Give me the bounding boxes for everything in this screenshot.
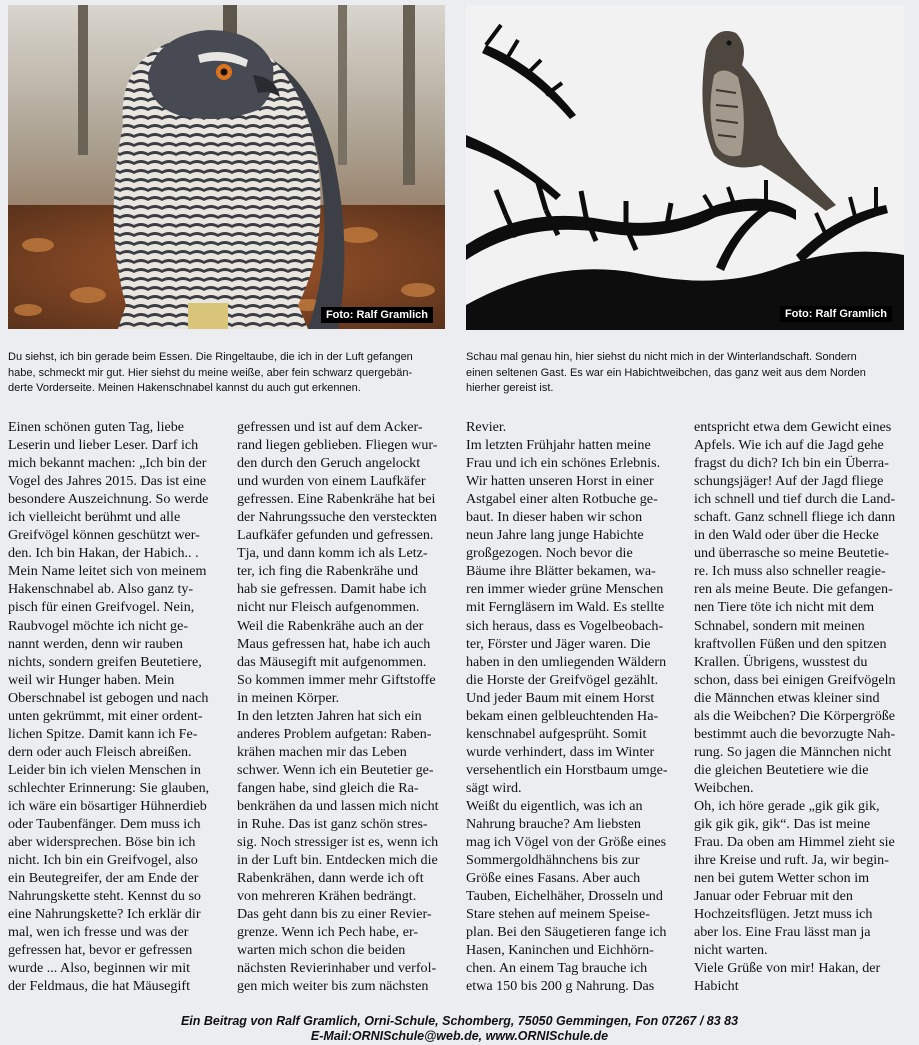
article-line: versehentlich ein Horstbaum umge- xyxy=(466,761,668,778)
article-line: nen bei gutem Wetter schon im xyxy=(694,870,870,887)
article-line: gik gik gik, gik“. Das ist meine xyxy=(694,816,871,833)
article-line: rand liegen geblieben. Fliegen wur- xyxy=(237,437,438,454)
article-line: Maus gefressen hat, habe ich auch xyxy=(237,635,431,652)
article-line: gefressen und ist auf dem Acker- xyxy=(237,419,423,435)
article-line: ter, Förster und Jäger waren. Die xyxy=(466,635,651,652)
article-line: in der Luft bin. Entdecken mich die xyxy=(237,852,438,869)
article-line: Januar oder Februar mit den xyxy=(694,888,853,905)
article-line: Weibchen. xyxy=(694,779,754,796)
article-line: nicht warten. xyxy=(694,942,768,959)
article-line: Frau. Da oben am Himmel zieht sie xyxy=(694,834,895,851)
article-line: Rabenkrähen, dann werde ich oft xyxy=(237,870,424,887)
article-line: sig. Noch stressiger ist es, wenn ich xyxy=(237,834,439,851)
article-line: Hochzeitsflügen. Jetzt muss ich xyxy=(694,906,873,923)
caption-line: Schau mal genau hin, hier siehst du nicht mich in der Winterlandschaft. Sondern xyxy=(466,351,857,363)
article-line: Im letzten Frühjahr hatten meine xyxy=(466,437,651,454)
article-line: weil wir Hunger haben. Mein xyxy=(8,671,175,688)
article-line: schwer. Wenn ich ein Beutetier ge- xyxy=(237,761,434,778)
article-line: Weißt du eigentlich, was ich an xyxy=(466,797,643,814)
article-line: mal, wen ich fresse und was der xyxy=(8,924,189,941)
article-line: nen Tiere töte ich nicht mit dem xyxy=(694,599,875,616)
article-line: benkrähen da und lassen mich nicht xyxy=(237,797,439,814)
article-line: Revier. xyxy=(466,419,507,435)
article-line: schon, dass bei einigen Greifvögeln xyxy=(694,671,896,688)
article-line: Größe eines Fasans. Aber auch xyxy=(466,870,641,887)
article-line: Oh, ich höre gerade „gik gik gik, xyxy=(694,797,880,814)
article-line: aber widersprechen. Böse bin ich xyxy=(8,834,196,851)
article-line: Vogel des Jahres 2015. Das ist eine xyxy=(8,473,207,490)
article-line: Habicht xyxy=(694,978,739,995)
article-line: lichen Spitze. Damit kann ich Fe- xyxy=(8,725,198,742)
article-line: So kommen immer mehr Giftstoffe xyxy=(237,671,436,688)
caption-right xyxy=(466,350,906,397)
article-line: bekam einen gelbleuchtenden Ha- xyxy=(466,707,659,724)
article-line: die Männchen etwas kleiner sind xyxy=(694,689,880,706)
article-line: Greifvögel können geschützt wer- xyxy=(8,527,200,544)
article-line: Viele Grüße von mir! Hakan, der xyxy=(694,960,881,977)
article-line: mit Ferngläsern im Wald. Es stellte xyxy=(466,599,665,616)
article-line: Nahrung brauche? Am liebsten xyxy=(466,816,641,833)
article-line: Schnabel, sondern mit meinen xyxy=(694,617,865,634)
article-column-3 xyxy=(466,418,688,996)
article-line: entspricht etwa dem Gewicht eines xyxy=(694,419,892,435)
article-line: in den Wald oder über die Hecke xyxy=(694,527,879,544)
article-line: kenschnabel aufgesprüht. Somit xyxy=(466,725,647,742)
article-line: Nahrungskette steht. Kennst du so xyxy=(8,888,201,905)
article-line: sich heraus, dass es Vogelbeobach- xyxy=(466,617,664,634)
article-line: das Mäusegift mit aufgenommen. xyxy=(237,653,427,670)
article-line: ich wäre ein bösartiger Hühnerdieb xyxy=(8,797,207,814)
article-line: ich vielleicht berühmt und alle xyxy=(8,509,181,526)
article-line: der Feldmaus, die hat Mäusegift xyxy=(8,978,191,995)
article-line: Wir hatten unseren Horst in einer xyxy=(466,473,654,490)
article-line: Apfels. Wie ich auf die Jagd gehe xyxy=(694,437,884,454)
article-line: etwa 150 bis 200 g Nahrung. Das xyxy=(466,978,655,995)
article-line: sägt wird. xyxy=(466,779,522,796)
article-line: Stare stehen auf meinem Speise- xyxy=(466,906,650,923)
article-line: haben in den umliegenden Wäldern xyxy=(466,653,667,670)
article-line: re. Ich muss also schneller reagie- xyxy=(694,563,886,580)
article-line: der Nahrungssuche den versteckten xyxy=(237,509,437,526)
article-line: wurde verhindert, dass im Winter xyxy=(466,743,655,760)
article-line: ich schnell und tief durch die Land- xyxy=(694,491,896,508)
article-line: die Horste der Greifvögel gezählt. xyxy=(466,671,659,688)
article-line: Und jeder Baum mit einem Horst xyxy=(466,689,655,706)
article-line: von mehreren Krähen bedrängt. xyxy=(237,888,417,905)
article-line: Sommergoldhähnchens bis zur xyxy=(466,852,640,869)
article-line: fangen habe, sind gleich die Ra- xyxy=(237,779,419,796)
article-line: Hasen, Kaninchen und Eichhörn- xyxy=(466,942,654,959)
article-line: mich bekannt machen: „Ich bin der xyxy=(8,455,207,472)
article-line: ren immer wieder grüne Menschen xyxy=(466,581,664,598)
article-line: bestimmt auch die bevorzugte Nah- xyxy=(694,725,896,742)
article-line: Das geht dann bis zu einer Revier- xyxy=(237,906,432,923)
article-line: nicht nur Fleisch aufgenommen. xyxy=(237,599,420,616)
article-line: nicht. Ich bin ein Greifvogel, also xyxy=(8,852,198,869)
caption-line: derte Vorderseite. Meinen Hakenschnabel kannst du auch gut erkennen. xyxy=(8,382,361,394)
article-line: gen mich weiter bis zum nächsten xyxy=(237,978,429,995)
footer-author-line: Ein Beitrag von Ralf Gramlich, Orni-Schule, Schomberg, 75050 Gemmingen, Fon 07267 / 83 83 xyxy=(180,1014,739,1028)
caption-line: einen seltenen Gast. Es war ein Habichtweibchen, das ganz weit aus dem Norden xyxy=(466,366,866,379)
article-line: Bäume ihre Blätter bekamen, wa- xyxy=(466,563,656,580)
article-line: als die Weibchen? Die Körpergröße xyxy=(694,707,896,724)
article-line: Mein Name leitet sich von meinem xyxy=(8,563,207,580)
photo-credit-right: Foto: Ralf Gramlich xyxy=(780,306,892,322)
caption-line: Du siehst, ich bin gerade beim Essen. Die Ringeltaube, die ich in der Luft gefangen xyxy=(8,351,413,363)
article-line: schlechter Erinnerung: Sie glauben, xyxy=(8,779,210,796)
article-line: Leider bin ich vielen Menschen in xyxy=(8,761,201,778)
article-line: wurde ... Also, beginnen wir mit xyxy=(8,960,191,977)
photo-goshawk-winter xyxy=(466,5,904,330)
article-line: Raubvogel möchte ich nicht ge- xyxy=(8,617,189,634)
article-line: schaft. Ganz schnell fliege ich dann xyxy=(694,509,896,526)
photo-credit-left: Foto: Ralf Gramlich xyxy=(321,307,433,323)
article-column-2 xyxy=(237,418,459,996)
article-line: und wurden von einem Laufkäfer xyxy=(237,473,426,490)
article-line: Tauben, Eichelhäher, Drosseln und xyxy=(466,888,663,905)
article-line: mag ich Vögel von der Größe eines xyxy=(466,834,667,851)
footer-contact-line: E-Mail:ORNISchule@web.de, www.ORNISchule.de xyxy=(310,1029,609,1043)
article-line: plan. Bei den Säugetieren fange ich xyxy=(466,924,667,941)
article-line: chen. An einem Tag brauche ich xyxy=(466,960,648,977)
photo-goshawk-eating xyxy=(8,5,445,329)
article-line: und überrasche so meine Beutetie- xyxy=(694,545,889,562)
article-line: Krallen. Übrigens, wusstest du xyxy=(694,653,868,670)
article-line: die gleichen Beutetiere wie die xyxy=(694,761,869,778)
article-line: schungsjäger! Auf der Jagd fliege xyxy=(694,473,884,490)
winter-photo-image xyxy=(466,5,904,330)
article-line: den durch den Geruch angelockt xyxy=(237,455,421,472)
article-line: nichts, sondern greifen Beutetiere, xyxy=(8,653,202,670)
article-line: ein Beutegreifer, der am Ende der xyxy=(8,870,199,887)
article-line: in Ruhe. Das ist ganz schön stres- xyxy=(237,816,428,833)
article-line: Astgabel einer alten Rotbuche ge- xyxy=(466,491,658,508)
caption-line: hierher gereist ist. xyxy=(466,382,554,394)
article-line: in meinen Körper. xyxy=(237,689,340,706)
article-line: kraftvollen Füßen und den spitzen xyxy=(694,635,887,652)
article-line: ihre Kreise und ruft. Ja, wir begin- xyxy=(694,852,889,869)
article-line: dern oder auch Fleisch abreißen. xyxy=(8,743,192,760)
article-line: Oberschnabel ist gebogen und nach xyxy=(8,689,209,706)
article-line: anderes Problem aufgetan: Raben- xyxy=(237,725,432,742)
article-line: ren als meine Beute. Die gefangen- xyxy=(694,581,893,598)
article-line: großgezogen. Noch bevor die xyxy=(466,545,633,562)
article-line: fragst du dich? Ich bin ein Überra- xyxy=(694,455,889,472)
article-line: Tja, und dann komm ich als Letz- xyxy=(237,545,428,562)
caption-line: habe, schmeckt mir gut. Hier siehst du meine weiße, aber fein schwarz quergebän- xyxy=(8,366,413,379)
article-line: gefressen hat, bevor er gefressen xyxy=(8,942,193,959)
article-line: Leserin und lieber Leser. Darf ich xyxy=(8,437,199,454)
article-column-1 xyxy=(8,418,230,996)
article-line: Frau und ich ein schönes Erlebnis. xyxy=(466,455,661,472)
article-line: warten mich schon die beiden xyxy=(237,942,406,959)
article-column-4 xyxy=(694,418,916,996)
article-line: baut. In dieser haben wir schon xyxy=(466,509,643,526)
article-line: grenze. Wenn ich Pech habe, er- xyxy=(237,924,419,941)
article-line: neun Jahre lang junge Habichte xyxy=(466,527,644,544)
article-line: Weil die Rabenkrähe auch an der xyxy=(237,617,424,634)
article-line: ter, ich fing die Rabenkrähe und xyxy=(237,563,419,580)
article-line: rung. So jagen die Männchen nicht xyxy=(694,743,892,760)
article-line: eine Nahrungskette? Ich erklär dir xyxy=(8,906,201,923)
article-line: nannt werden, denn wir rauben xyxy=(8,635,183,652)
article-line: Laufkäfer gefunden und gefressen. xyxy=(237,527,434,544)
article-line: aber los. Eine Frau lässt man ja xyxy=(694,924,871,941)
caption-left xyxy=(8,350,448,397)
goshawk-photo-image xyxy=(8,5,445,329)
article-line: oder Taubenfänger. Dem muss ich xyxy=(8,816,201,833)
article-line: krähen machen mir das Leben xyxy=(237,743,407,760)
article-line: Einen schönen guten Tag, liebe xyxy=(8,419,185,435)
article-line: pisch für einen Greifvogel. Nein, xyxy=(8,599,195,616)
article-line: unten gekrümmt, mit einer ordent- xyxy=(8,707,203,724)
article-line: hab sie gefressen. Damit habe ich xyxy=(237,581,427,598)
article-line: Hakenschnabel ab. Also ganz ty- xyxy=(8,581,194,598)
article-line: nächsten Revierinhaber und verfol- xyxy=(237,960,437,977)
article-line: besondere Auszeichnung. So werde xyxy=(8,491,209,508)
article-line: In den letzten Jahren hat sich ein xyxy=(237,707,422,724)
article-line: gefressen. Eine Rabenkrähe hat bei xyxy=(237,491,436,508)
article-line: den. Ich bin Hakan, der Habich.. . xyxy=(8,545,199,562)
